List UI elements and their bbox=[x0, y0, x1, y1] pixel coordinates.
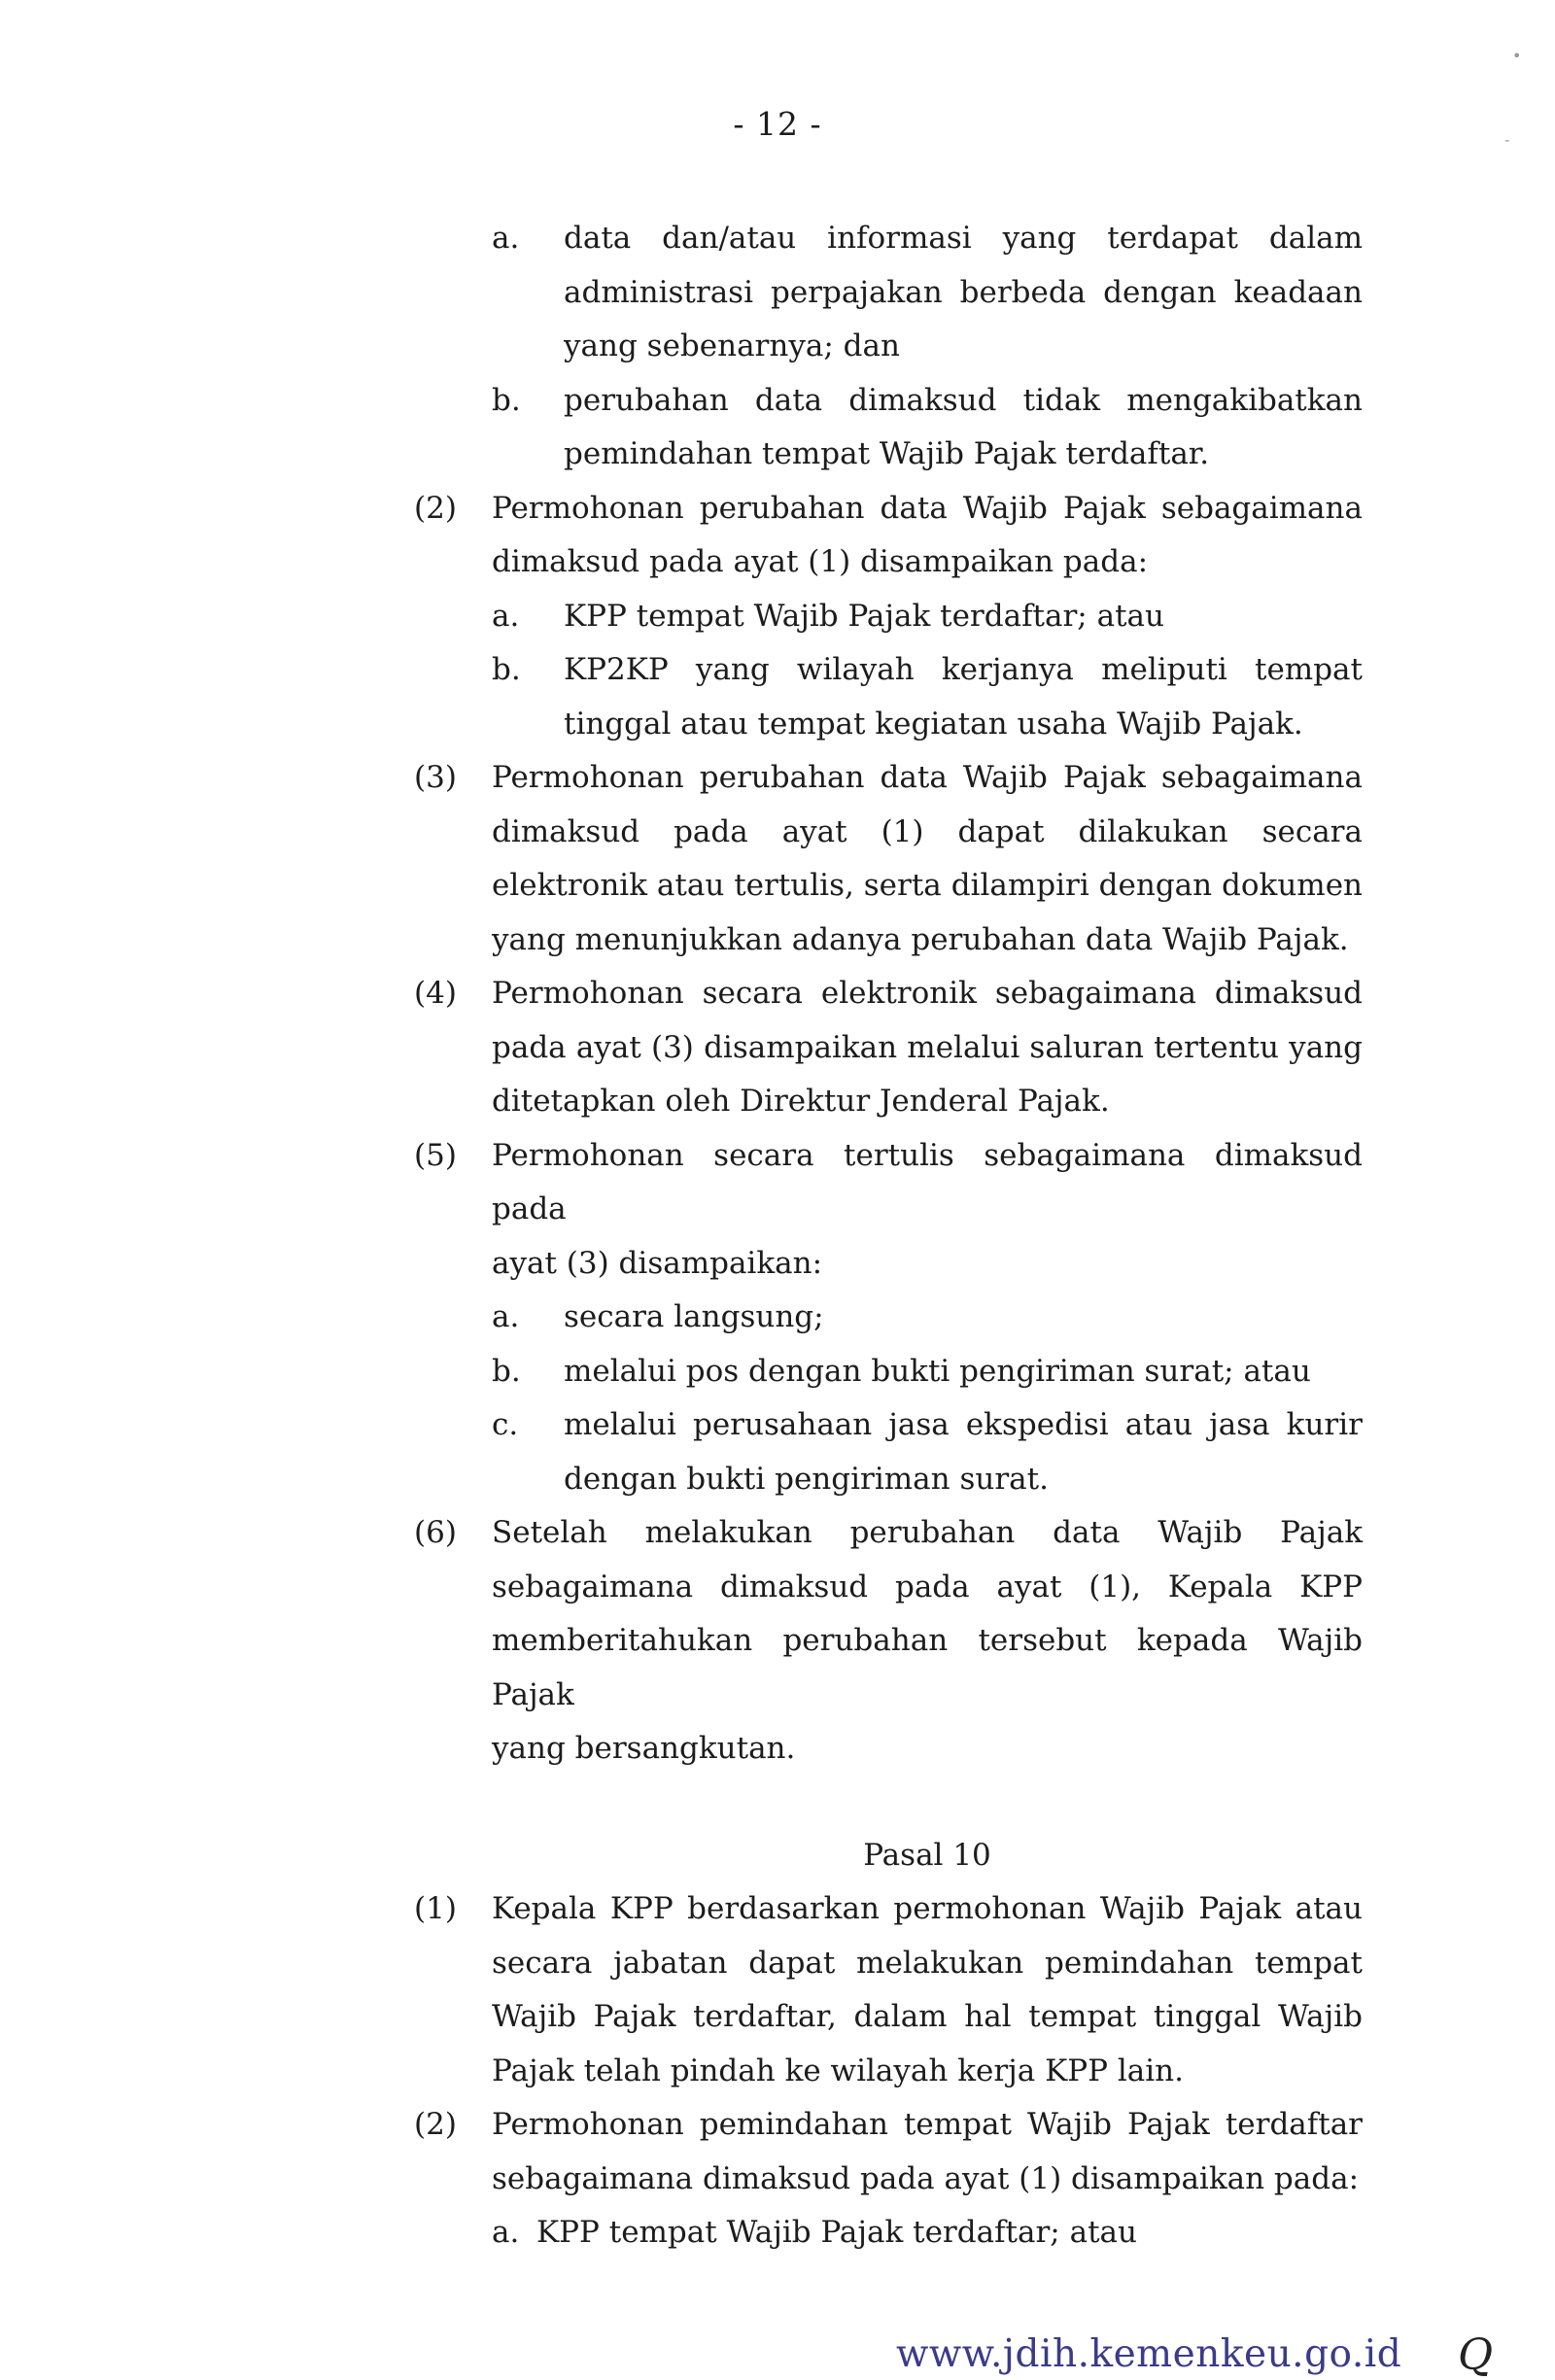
numbered-paragraph bbox=[414, 1506, 1363, 1776]
paragraph-number: (5) bbox=[414, 1137, 457, 1173]
text-line: melalui pos dengan bukti pengiriman surat; atau bbox=[564, 1353, 1311, 1389]
paragraph-content bbox=[492, 1882, 1363, 2098]
text-line: elektronik atau tertulis, serta dilampiri dengan dokumen bbox=[492, 868, 1363, 903]
text-line: pada ayat (3) disampaikan melalui saluran tertentu yang bbox=[492, 1029, 1363, 1065]
lettered-item bbox=[492, 212, 1363, 374]
text-line: data dan/atau informasi yang terdapat dalam bbox=[564, 221, 1363, 256]
paragraph-number: (1) bbox=[414, 1891, 457, 1926]
text-line: yang bersangkutan. bbox=[492, 1731, 796, 1766]
item-letter: a. bbox=[492, 2215, 520, 2250]
lettered-item bbox=[492, 1345, 1363, 1399]
page-number: - 12 - bbox=[733, 105, 822, 143]
text-line: melalui perusahaan jasa ekspedisi atau jasa kurir bbox=[564, 1407, 1363, 1442]
text-line: sebagaimana dimaksud pada ayat (1) disampaikan pada: bbox=[492, 2160, 1360, 2196]
text-line: Pajak telah pindah ke wilayah kerja KPP lain. bbox=[492, 2052, 1184, 2088]
text-line: administrasi perpajakan berbeda dengan keadaan bbox=[564, 274, 1363, 310]
lettered-item bbox=[492, 1291, 1363, 1345]
paraf-initial: Q bbox=[1458, 2330, 1494, 2380]
paragraph-number: (6) bbox=[414, 1515, 457, 1550]
item-letter: c. bbox=[492, 1407, 519, 1442]
text-line: Permohonan pemindahan tempat Wajib Pajak terdaftar bbox=[492, 2107, 1363, 2142]
text-line: dimaksud pada ayat (1) dapat dilakukan secara bbox=[492, 813, 1363, 849]
lettered-item bbox=[492, 1398, 1363, 1506]
paragraph-content bbox=[564, 643, 1363, 751]
paragraph-content bbox=[492, 2098, 1363, 2206]
text-line: perubahan data dimaksud tidak mengakibatkan bbox=[564, 382, 1363, 418]
lettered-item bbox=[492, 643, 1363, 751]
text-line: Setelah melakukan perubahan data Wajib Pajak bbox=[492, 1515, 1363, 1550]
item-letter: b. bbox=[492, 652, 521, 687]
scan-dash: - bbox=[1504, 130, 1510, 149]
text-line: tinggal atau tempat kegiatan usaha Wajib Pajak. bbox=[564, 706, 1303, 742]
text-line: sebagaimana dimaksud pada ayat (1), Kepala KPP bbox=[492, 1569, 1363, 1604]
text-line: memberitahukan perubahan tersebut kepada Wajib Pajak bbox=[492, 1623, 1363, 1712]
text-line: Permohonan perubahan data Wajib Pajak sebagaimana bbox=[492, 490, 1363, 526]
text-line: KPP tempat Wajib Pajak terdaftar; atau bbox=[564, 598, 1164, 634]
paragraph-content bbox=[492, 967, 1363, 1129]
numbered-paragraph bbox=[414, 482, 1363, 590]
lettered-item bbox=[492, 374, 1363, 482]
paragraph-content bbox=[564, 374, 1363, 482]
numbered-paragraph bbox=[414, 2098, 1363, 2206]
text-line: ayat (3) disampaikan: bbox=[492, 1245, 823, 1281]
lettered-item bbox=[492, 2206, 1363, 2260]
item-letter: a. bbox=[492, 598, 520, 634]
text-line: pemindahan tempat Wajib Pajak terdaftar. bbox=[564, 436, 1210, 471]
text-line: KPP tempat Wajib Pajak terdaftar; atau bbox=[536, 2215, 1137, 2250]
footer-url-link[interactable]: www.jdih.kemenkeu.go.id bbox=[896, 2332, 1402, 2376]
paragraph-content bbox=[492, 1506, 1363, 1776]
text-line: KP2KP yang wilayah kerjanya meliputi tempat bbox=[564, 652, 1363, 687]
text-line: secara langsung; bbox=[564, 1299, 824, 1334]
scan-dot: • bbox=[1512, 47, 1522, 65]
paragraph-number: (3) bbox=[414, 760, 457, 795]
section-heading: Pasal 10 bbox=[863, 1837, 991, 1873]
numbered-paragraph bbox=[414, 1129, 1363, 1292]
text-line: Permohonan secara elektronik sebagaimana dimaksud bbox=[492, 976, 1363, 1011]
text-line: secara jabatan dapat melakukan pemindahan tempat bbox=[492, 1945, 1363, 1981]
paragraph-number: (2) bbox=[414, 490, 457, 526]
item-letter: a. bbox=[492, 221, 520, 256]
paragraph-content bbox=[564, 590, 1363, 644]
text-line: Wajib Pajak terdaftar, dalam hal tempat tinggal Wajib bbox=[492, 1999, 1363, 2034]
lettered-item bbox=[492, 590, 1363, 644]
text-line: dimaksud pada ayat (1) disampaikan pada: bbox=[492, 544, 1149, 579]
item-letter: b. bbox=[492, 1353, 521, 1389]
text-line: yang sebenarnya; dan bbox=[564, 328, 900, 363]
text-line: ditetapkan oleh Direktur Jenderal Pajak. bbox=[492, 1084, 1110, 1119]
paragraph-content bbox=[492, 482, 1363, 590]
numbered-paragraph bbox=[414, 1882, 1363, 2098]
text-line: Permohonan secara tertulis sebagaimana dimaksud pada bbox=[492, 1137, 1363, 1226]
item-letter: a. bbox=[492, 1299, 520, 1334]
paragraph-content bbox=[564, 1345, 1363, 1399]
paragraph-content bbox=[564, 212, 1363, 374]
item-letter: b. bbox=[492, 382, 521, 418]
numbered-paragraph bbox=[414, 751, 1363, 967]
numbered-paragraph bbox=[414, 967, 1363, 1129]
text-line: yang menunjukkan adanya perubahan data Wajib Pajak. bbox=[492, 921, 1349, 957]
paragraph-content bbox=[492, 751, 1363, 967]
text-line: Permohonan perubahan data Wajib Pajak sebagaimana bbox=[492, 760, 1363, 795]
paragraph-content bbox=[564, 1398, 1363, 1506]
text-line: dengan bukti pengiriman surat. bbox=[564, 1461, 1049, 1497]
paragraph-content bbox=[536, 2206, 1363, 2260]
paragraph-number: (4) bbox=[414, 976, 457, 1011]
text-line: Kepala KPP berdasarkan permohonan Wajib Pajak atau bbox=[492, 1891, 1363, 1926]
paragraph-content bbox=[492, 1129, 1363, 1292]
document-body bbox=[414, 212, 1363, 2260]
paragraph-number: (2) bbox=[414, 2107, 457, 2142]
paragraph-content bbox=[564, 1291, 1363, 1345]
